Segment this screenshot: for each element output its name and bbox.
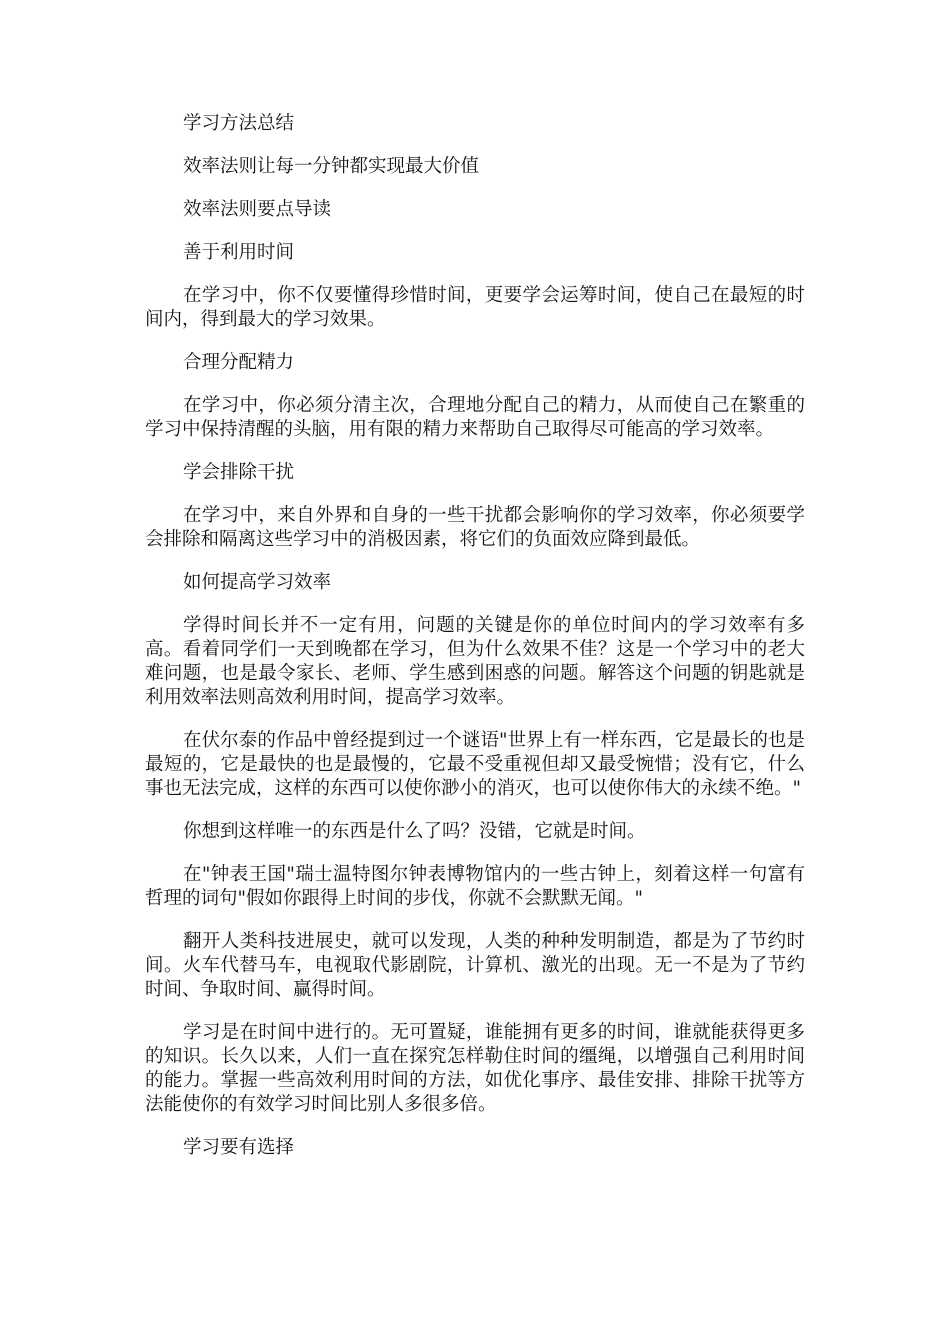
paragraph-answer-time: 你想到这样唯一的东西是什么了吗？没错，它就是时间。 (183, 821, 646, 842)
doc-title: 学习方法总结 (183, 113, 295, 134)
heading-learning-choice: 学习要有选择 (183, 1137, 295, 1158)
paragraph-voltaire-riddle: 在伏尔泰的作品中曾经提到过一个谜语"世界上有一样东西，它是最长的也是最短的，它是最快的也是最慢的，它最不受重视但却又最受惋惜；没有它，什么事也无法完成，这样的东西可以使你渺小的消灭，也可以使你伟大的永续不绝。" (145, 730, 805, 799)
heading-use-time: 善于利用时间 (183, 242, 295, 263)
section-title: 效率法则让每一分钟都实现最大价值 (183, 156, 480, 177)
paragraph-allocate-energy: 在学习中，你必须分清主次，合理地分配自己的精力，从而使自己在繁重的学习中保持清醒的头脑，用有限的精力来帮助自己取得尽可能高的学习效率。 (145, 395, 805, 440)
document-body (145, 112, 805, 1179)
heading-exclude-interference: 学会排除干扰 (183, 462, 295, 483)
heading-improve-efficiency: 如何提高学习效率 (183, 572, 332, 593)
paragraph-use-time: 在学习中，你不仅要懂得珍惜时间，更要学会运筹时间，使自己在最短的时间内，得到最大的学习效果。 (145, 285, 805, 330)
heading-allocate-energy: 合理分配精力 (183, 352, 295, 373)
section-subtitle: 效率法则要点导读 (183, 199, 332, 220)
paragraph-efficiency-intro: 学得时间长并不一定有用，问题的关键是你的单位时间内的学习效率有多高。看着同学们一天到晚都在学习，但为什么效果不佳？这是一个学习中的老大难问题，也是最令家长、老师、学生感到困惑的问题。解答这个问题的钥匙就是利用效率法则高效利用时间，提高学习效率。 (145, 615, 805, 708)
paragraph-tech-history: 翻开人类科技进展史，就可以发现，人类的种种发明制造，都是为了节约时间。火车代替马车，电视取代影剧院，计算机、激光的出现。无一不是为了节约时间、争取时间、赢得时间。 (145, 931, 805, 1000)
paragraph-swiss-clock: 在"钟表王国"瑞士温特图尔钟表博物馆内的一些古钟上，刻着这样一句富有哲理的词句"假如你跟得上时间的步伐，你就不会默默无闻。" (145, 864, 805, 909)
paragraph-learning-time: 学习是在时间中进行的。无可置疑，谁能拥有更多的时间，谁就能获得更多的知识。长久以来，人们一直在探究怎样勒住时间的缰绳，以增强自己利用时间的能力。掌握一些高效利用时间的方法，如优化事序、最佳安排、排除干扰等方法能使你的有效学习时间比别人多很多倍。 (145, 1022, 805, 1115)
paragraph-exclude-interference: 在学习中，来自外界和自身的一些干扰都会影响你的学习效率，你必须要学会排除和隔离这些学习中的消极因素，将它们的负面效应降到最低。 (145, 505, 805, 550)
